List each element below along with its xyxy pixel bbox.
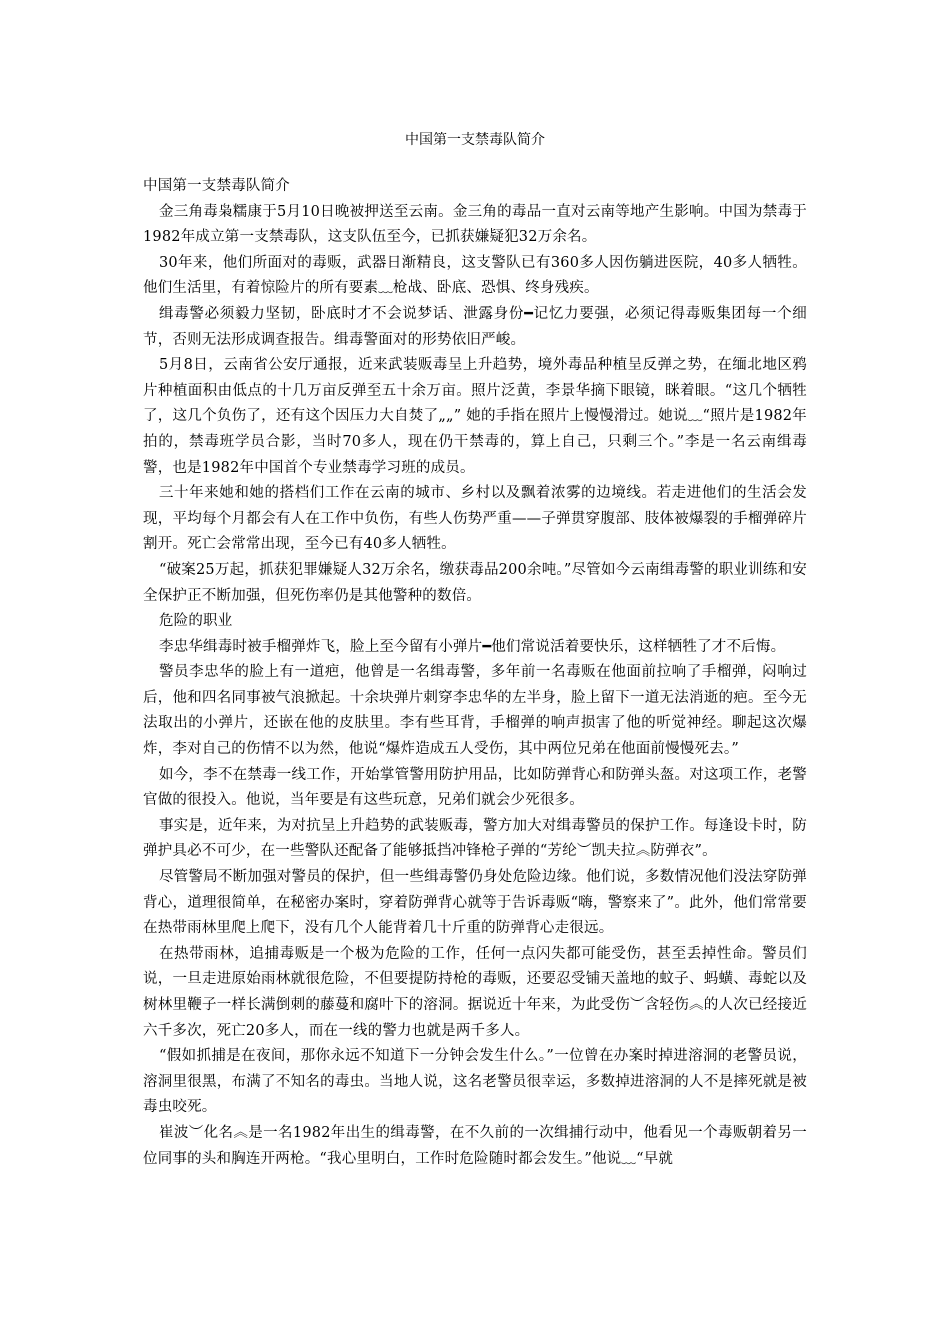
paragraph: 警员李忠华的脸上有一道疤，他曾是一名缉毒警，多年前一名毒贩在他面前拉响了手榴弹，闷响过后，他和四名同事被气浪掀起。十余块弹片刺穿李忠华的左半身，脸上留下一道无法消逝的疤。至今无法取出的小弹片，还嵌在他的皮肤里。李有些耳背，手榴弹的响声损害了他的听觉神经。聊起这次爆炸，李对自己的伤情不以为然，他说“爆炸造成五人受伤，其中两位兄弟在他面前慢慢死去。”: [143, 664, 807, 758]
section-heading: 中国第一支禁毒队简介: [143, 178, 290, 194]
paragraph: 在热带雨林，追捕毒贩是一个极为危险的工作，任何一点闪失都可能受伤，甚至丢掉性命。警员们说，一旦走进原始雨林就很危险，不但要提防持枪的毒贩，还要忍受铺天盖地的蚊子、蚂蟥、毒蛇以及树林里鞭子一样长满倒刺的藤蔓和腐叶下的溶洞。据说近十年来，为此受伤︶含轻伤︽的人次已经接近六千多次，死亡20多人，而在一线的警力也就是两千多人。: [143, 945, 807, 1039]
paragraph: “假如抓捕是在夜间，那你永远不知道下一分钟会发生什么。”一位曾在办案时掉进溶洞的老警员说，溶洞里很黑，布满了不知名的毒虫。当地人说，这名老警员很幸运，多数掉进溶洞的人不是摔死就是被毒虫咬死。: [143, 1048, 807, 1116]
paragraph: 金三角毒枭糯康于5月10日晚被押送至云南。金三角的毒品一直对云南等地产生影响。中国为禁毒于1982年成立第一支禁毒队，这支队伍至今，已抓获嫌疑犯32万余名。: [143, 203, 807, 246]
paragraph: “破案25万起，抓获犯罪嫌疑人32万余名，缴获毒品200余吨。”尽管如今云南缉毒警的职业训练和安全保护正不断加强，但死伤率仍是其他警种的数倍。: [143, 561, 807, 604]
paragraph: 30年来，他们所面对的毒贩，武器日渐精良，这支警队已有360多人因伤躺进医院，40多人牺牲。他们生活里，有着惊险片的所有要素﹏枪战、卧底、恐惧、终身残疾。: [143, 254, 807, 297]
document-body: [143, 174, 807, 1172]
paragraph: 如今，李不在禁毒一线工作，开始掌管警用防护用品，比如防弹背心和防弹头盔。对这项工作，老警官做的很投入。他说，当年要是有这些玩意，兄弟们就会少死很多。: [143, 766, 807, 809]
subheading: 危险的职业: [158, 613, 233, 630]
paragraph: 5月8日，云南省公安厅通报，近来武装贩毒呈上升趋势，境外毒品种植呈反弹之势，在缅北地区鸦片种植面积由低点的十几万亩反弹至五十余万亩。照片泛黄，李景华摘下眼镜，眯着眼。“这几个牺牲了，这几个负伤了，还有这个因压力大自焚了„„” 她的手指在照片上慢慢滑过。她说﹏“照片是1982年拍的，禁毒班学员合影，当时70多人，现在仍干禁毒的，算上自己，只剩三个。”李是一名云南缉毒警，也是1982年中国首个专业禁毒学习班的成员。: [143, 357, 807, 476]
paragraph: 缉毒警必须毅力坚韧，卧底时才不会说梦话、泄露身份━记忆力要强，必须记得毒贩集团每一个细节，否则无法形成调查报告。缉毒警面对的形势依旧严峻。: [143, 305, 807, 348]
paragraph: 李忠华缉毒时被手榴弹炸飞，脸上至今留有小弹片━他们常说活着要快乐，这样牺牲了才不后悔。: [158, 638, 786, 655]
paragraph: 三十年来她和她的搭档们工作在云南的城市、乡村以及飘着浓雾的边境线。若走进他们的生活会发现，平均每个月都会有人在工作中负伤，有些人伤势严重——子弹贯穿腹部、肢体被爆裂的手榴弹碎片割开。死亡会常常出现，至今已有40多人牺牲。: [143, 485, 807, 553]
paragraph: 崔波︶化名︽是一名1982年出生的缉毒警，在不久前的一次缉捕行动中，他看见一个毒贩朝着另一位同事的头和胸连开两枪。“我心里明白，工作时危险随时都会发生。”他说﹏“早就: [143, 1124, 807, 1167]
paragraph: 尽管警局不断加强对警员的保护，但一些缉毒警仍身处危险边缘。他们说，多数情况他们没法穿防弹背心，道理很简单，在秘密办案时，穿着防弹背心就等于告诉毒贩“嗨，警察来了”。此外，他们常常要在热带雨林里爬上爬下，没有几个人能背着几十斤重的防弹背心走很远。: [143, 869, 807, 937]
paragraph: 事实是，近年来，为对抗呈上升趋势的武装贩毒，警方加大对缉毒警员的保护工作。每逢设卡时，防弹护具必不可少，在一些警队还配备了能够抵挡冲锋枪子弹的“芳纶︶凯夫拉︽防弹衣”。: [143, 817, 807, 860]
document-title: 中国第一支禁毒队简介: [405, 132, 545, 148]
